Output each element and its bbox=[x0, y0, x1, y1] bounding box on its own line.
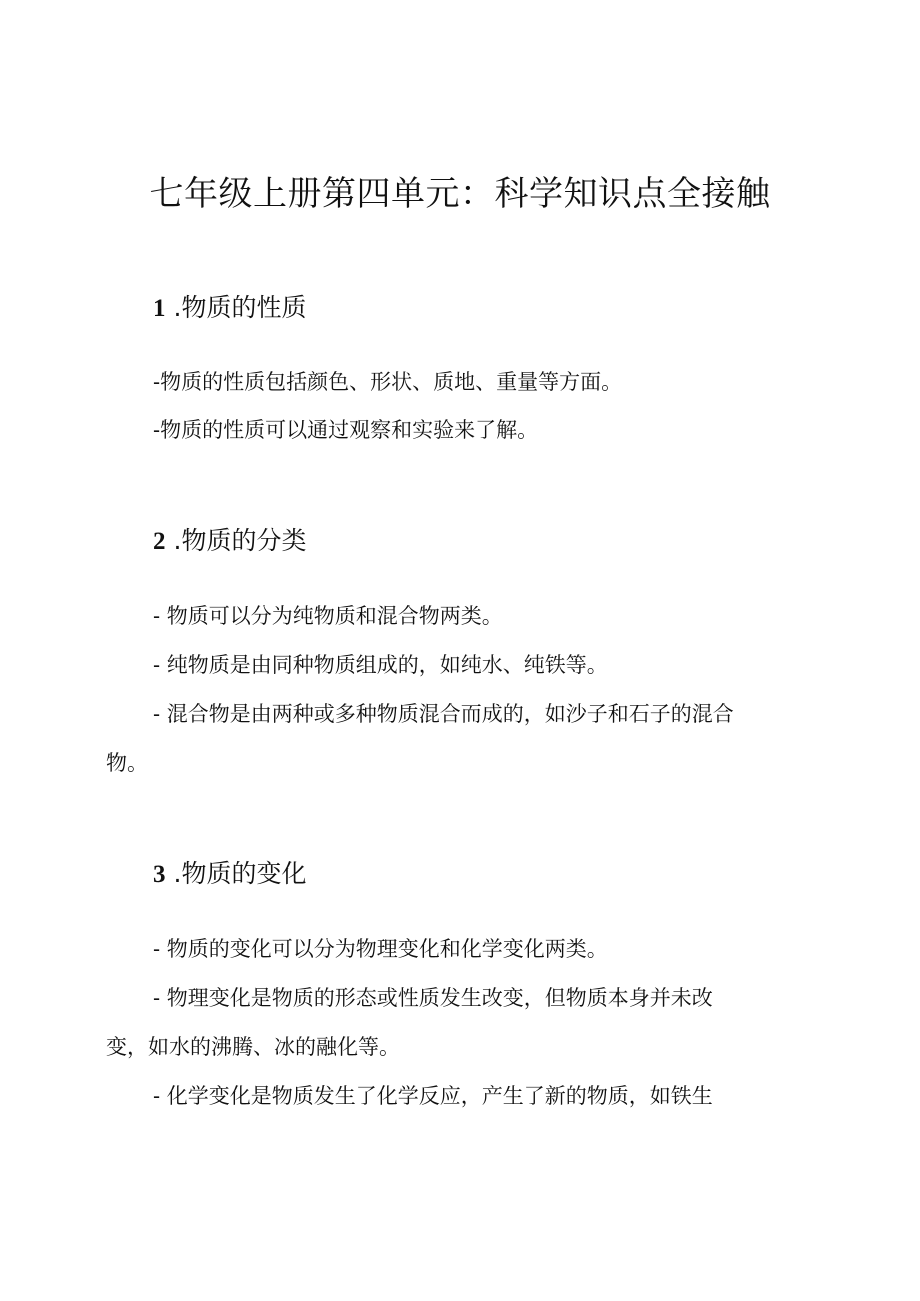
paragraph-line: -物质的性质包括颜色、形状、质地、重量等方面。 bbox=[153, 370, 623, 394]
paragraph-line: - 物理变化是物质的形态或性质发生改变，但物质本身并未改 bbox=[153, 986, 713, 1010]
section-title: .物质的变化 bbox=[173, 859, 307, 888]
section-heading-2 bbox=[153, 523, 306, 560]
section-title: .物质的性质 bbox=[173, 293, 307, 322]
paragraph-line: 物。 bbox=[106, 751, 148, 775]
document-title: 七年级上册第四单元：科学知识点全接触 bbox=[149, 174, 771, 214]
paragraph-line: - 化学变化是物质发生了化学反应，产生了新的物质，如铁生 bbox=[153, 1084, 713, 1108]
section-heading-1 bbox=[153, 290, 306, 327]
paragraph-line: -物质的性质可以通过观察和实验来了解。 bbox=[153, 418, 539, 442]
section-number: 2 bbox=[153, 528, 166, 555]
section-number: 1 bbox=[153, 295, 166, 322]
section-number: 3 bbox=[153, 861, 166, 888]
paragraph-line: - 纯物质是由同种物质组成的，如纯水、纯铁等。 bbox=[153, 653, 608, 677]
section-heading-3 bbox=[153, 856, 306, 893]
section-title: .物质的分类 bbox=[173, 526, 307, 555]
paragraph-line: - 物质可以分为纯物质和混合物两类。 bbox=[153, 604, 503, 628]
paragraph-line: - 混合物是由两种或多种物质混合而成的，如沙子和石子的混合 bbox=[153, 702, 734, 726]
paragraph-line: 变，如水的沸腾、冰的融化等。 bbox=[106, 1035, 400, 1059]
paragraph-line: - 物质的变化可以分为物理变化和化学变化两类。 bbox=[153, 937, 608, 961]
